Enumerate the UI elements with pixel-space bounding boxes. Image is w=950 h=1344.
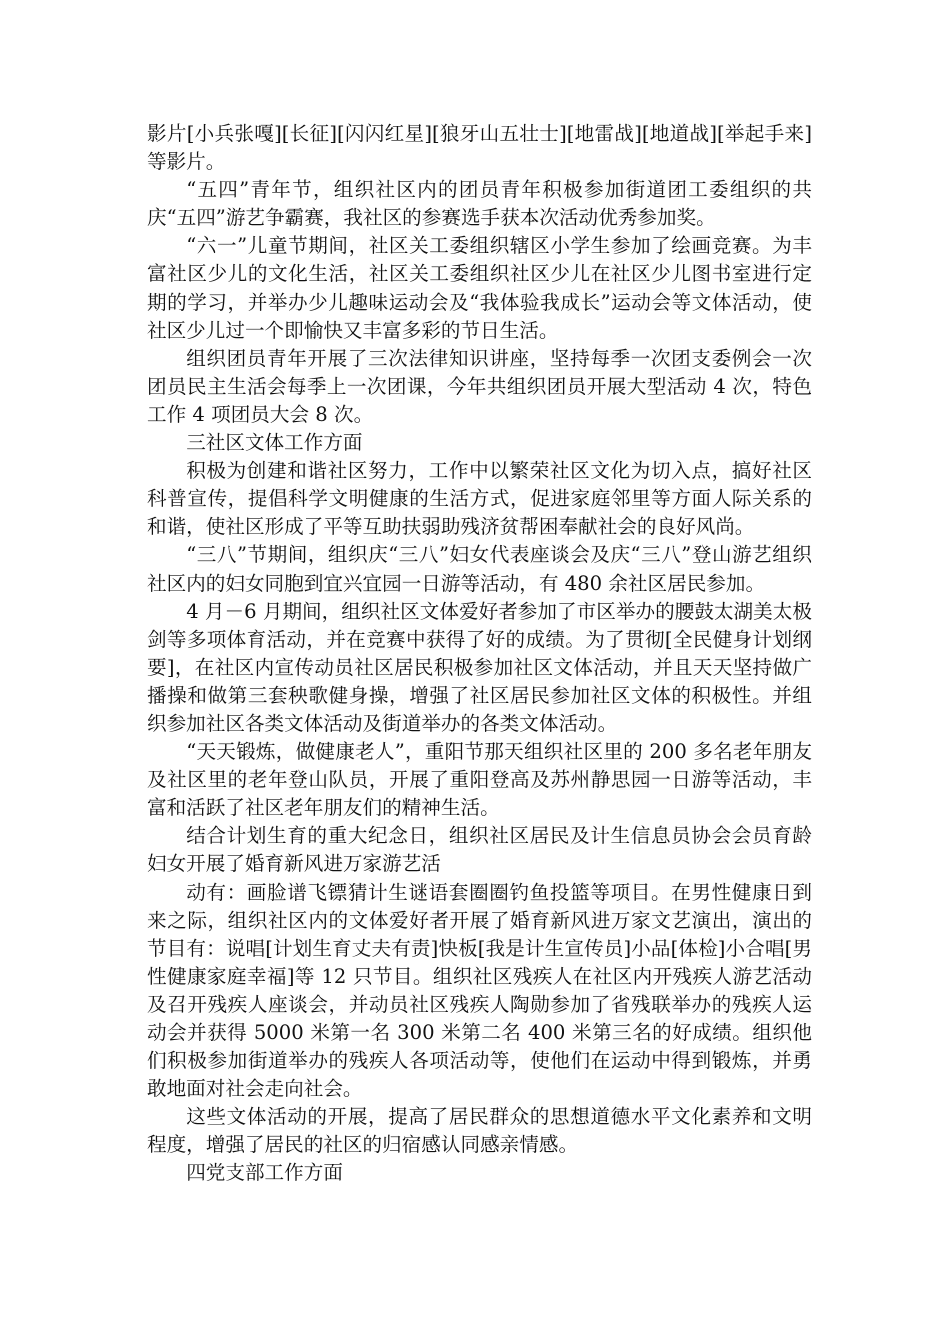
paragraph-summary: 这些文体活动的开展，提高了居民群众的思想道德水平文化素养和文明程度，增强了居民的社区的归宿感认同感亲情感。 bbox=[147, 1105, 812, 1157]
paragraph-league-activities: 组织团员青年开展了三次法律知识讲座，坚持每季一次团支委例会一次团员民主生活会每季上一次团课，今年共组织团员开展大型活动 4 次，特色工作 4 项团员大会 8 次。 bbox=[147, 346, 812, 426]
section-heading-party-branch: 四党支部工作方面 bbox=[186, 1161, 343, 1185]
paragraph-family-planning: 结合计划生育的重大纪念日，组织社区居民及计生信息员协会会员育龄妇女开展了婚育新风进万家游艺活 bbox=[147, 824, 812, 876]
document-page bbox=[147, 120, 812, 1188]
paragraph-performances: 动有：画脸谱飞镖猜计生谜语套圈圈钓鱼投篮等项目。在男性健康日到来之际，组织社区内的文体爱好者开展了婚育新风进万家文艺演出，演出的节目有：说唱[计划生育丈夫有责]快板[我是计生宣传员]小品[体检]小合唱[男性健康家庭幸福]等 12 只节目。组织社区残疾人在社区内开残疾人游艺活动及召开残疾人座谈会，并动员社区残疾人陶勋参加了省残联举办的残疾人运动会并获得 5000 米第一名 300 米第二名 400 米第三名的好成绩。组织他们积极参加街道举办的残疾人各项活动等，使他们在运动中得到锻炼，并勇敢地面对社会走向社会。 bbox=[147, 880, 812, 1101]
paragraph-double-ninth: “天天锻炼，做健康老人”，重阳节那天组织社区里的 200 多名老年朋友及社区里的老年登山队员，开展了重阳登高及苏州静思园一日游等活动，丰富和活跃了社区老年朋友们的精神生活。 bbox=[147, 740, 812, 820]
paragraph-film-list: 影片[小兵张嘎][长征][闪闪红星][狼牙山五壮士][地雷战][地道战][举起手来]等影片。 bbox=[147, 122, 812, 174]
paragraph-sports-activities: 4 月－6 月期间，组织社区文体爱好者参加了市区举办的腰鼓太湖美太极剑等多项体育活动，并在竞赛中获得了好的成绩。为了贯彻[全民健身计划纲要]，在社区内宣传动员社区居民积极参加社区文体活动，并且天天坚持做广播操和做第三套秧歌健身操，增强了社区居民参加社区文体的积极性。并组织参加社区各类文体活动及街道举办的各类文体活动。 bbox=[147, 599, 812, 735]
paragraph-womens-day: “三八”节期间，组织庆“三八”妇女代表座谈会及庆“三八”登山游艺组织社区内的妇女同胞到宜兴宜园一日游等活动，有 480 余社区居民参加。 bbox=[147, 543, 812, 595]
section-heading-culture-sports: 三社区文体工作方面 bbox=[186, 431, 363, 455]
paragraph-harmonious-community: 积极为创建和谐社区努力，工作中以繁荣社区文化为切入点，搞好社区科普宣传，提倡科学文明健康的生活方式，促进家庭邻里等方面人际关系的和谐，使社区形成了平等互助扶弱助残济贫帮困奉献社会的良好风尚。 bbox=[147, 459, 812, 539]
paragraph-youth-day: “五四”青年节，组织社区内的团员青年积极参加街道团工委组织的共庆“五四”游艺争霸赛，我社区的参赛选手获本次活动优秀参加奖。 bbox=[147, 178, 812, 230]
paragraph-childrens-day: “六一”儿童节期间，社区关工委组织辖区小学生参加了绘画竞赛。为丰富社区少儿的文化生活，社区关工委组织社区少儿在社区少儿图书室进行定期的学习，并举办少儿趣味运动会及“我体验我成长”运动会等文体活动，使社区少儿过一个即愉快又丰富多彩的节日生活。 bbox=[147, 234, 812, 342]
